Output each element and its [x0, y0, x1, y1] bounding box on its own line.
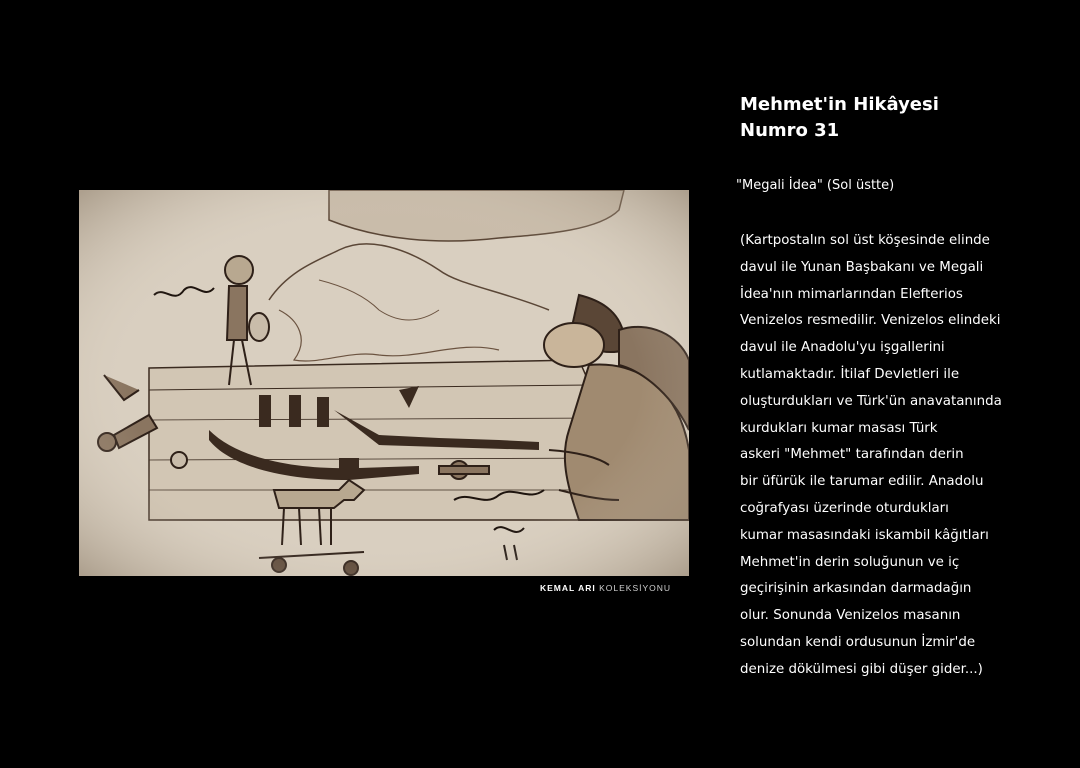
postcard-image — [79, 190, 689, 576]
caption-line: davul ile Yunan Başbakanı ve Megali — [740, 259, 984, 275]
caption-line: kutlamaktadır. İtilaf Devletleri ile — [740, 366, 960, 382]
caption-line: davul ile Anadolu'yu işgallerini — [740, 340, 945, 356]
caption-line: Mehmet'in derin soluğunun ve iç — [740, 554, 960, 570]
caption-line: coğrafyası üzerinde oturdukları — [740, 500, 949, 516]
credit-owner: KEMAL ARI — [540, 583, 596, 593]
caption-line: kurdukları kumar masası Türk — [740, 420, 938, 436]
caption-line: İdea'nın mimarlarından Elefterios — [740, 286, 963, 302]
caricature-illustration — [79, 190, 689, 576]
collection-credit — [540, 583, 690, 593]
caption-line: askeri "Mehmet" tarafından derin — [740, 447, 964, 463]
caption-line: solundan kendi ordusunun İzmir'de — [740, 634, 976, 650]
credit-collection: KOLEKSİYONU — [599, 583, 672, 593]
title-line-1: Mehmet'in Hikâyesi — [740, 94, 939, 115]
caption-line: denize dökülmesi gibi düşer gider...) — [740, 661, 983, 677]
caption-line: kumar masasındaki iskambil kâğıtları — [740, 527, 989, 543]
caption-line: (Kartpostalın sol üst köşesinde elinde — [740, 233, 990, 248]
page-title — [740, 92, 939, 144]
caption-line: olur. Sonunda Venizelos masanın — [740, 608, 961, 624]
caption-line: geçirişinin arkasından darmadağın — [740, 581, 972, 597]
caption-body — [740, 228, 1040, 684]
caption-line: bir üfürük ile tarumar edilir. Anadolu — [740, 474, 984, 490]
caption-subtitle: "Megali İdea" (Sol üstte) — [736, 178, 895, 193]
caption-line: Venizelos resmedilir. Venizelos elindeki — [740, 313, 1001, 329]
caption-line: oluşturdukları ve Türk'ün anavatanında — [740, 393, 1002, 409]
title-line-2: Numro 31 — [740, 120, 840, 141]
